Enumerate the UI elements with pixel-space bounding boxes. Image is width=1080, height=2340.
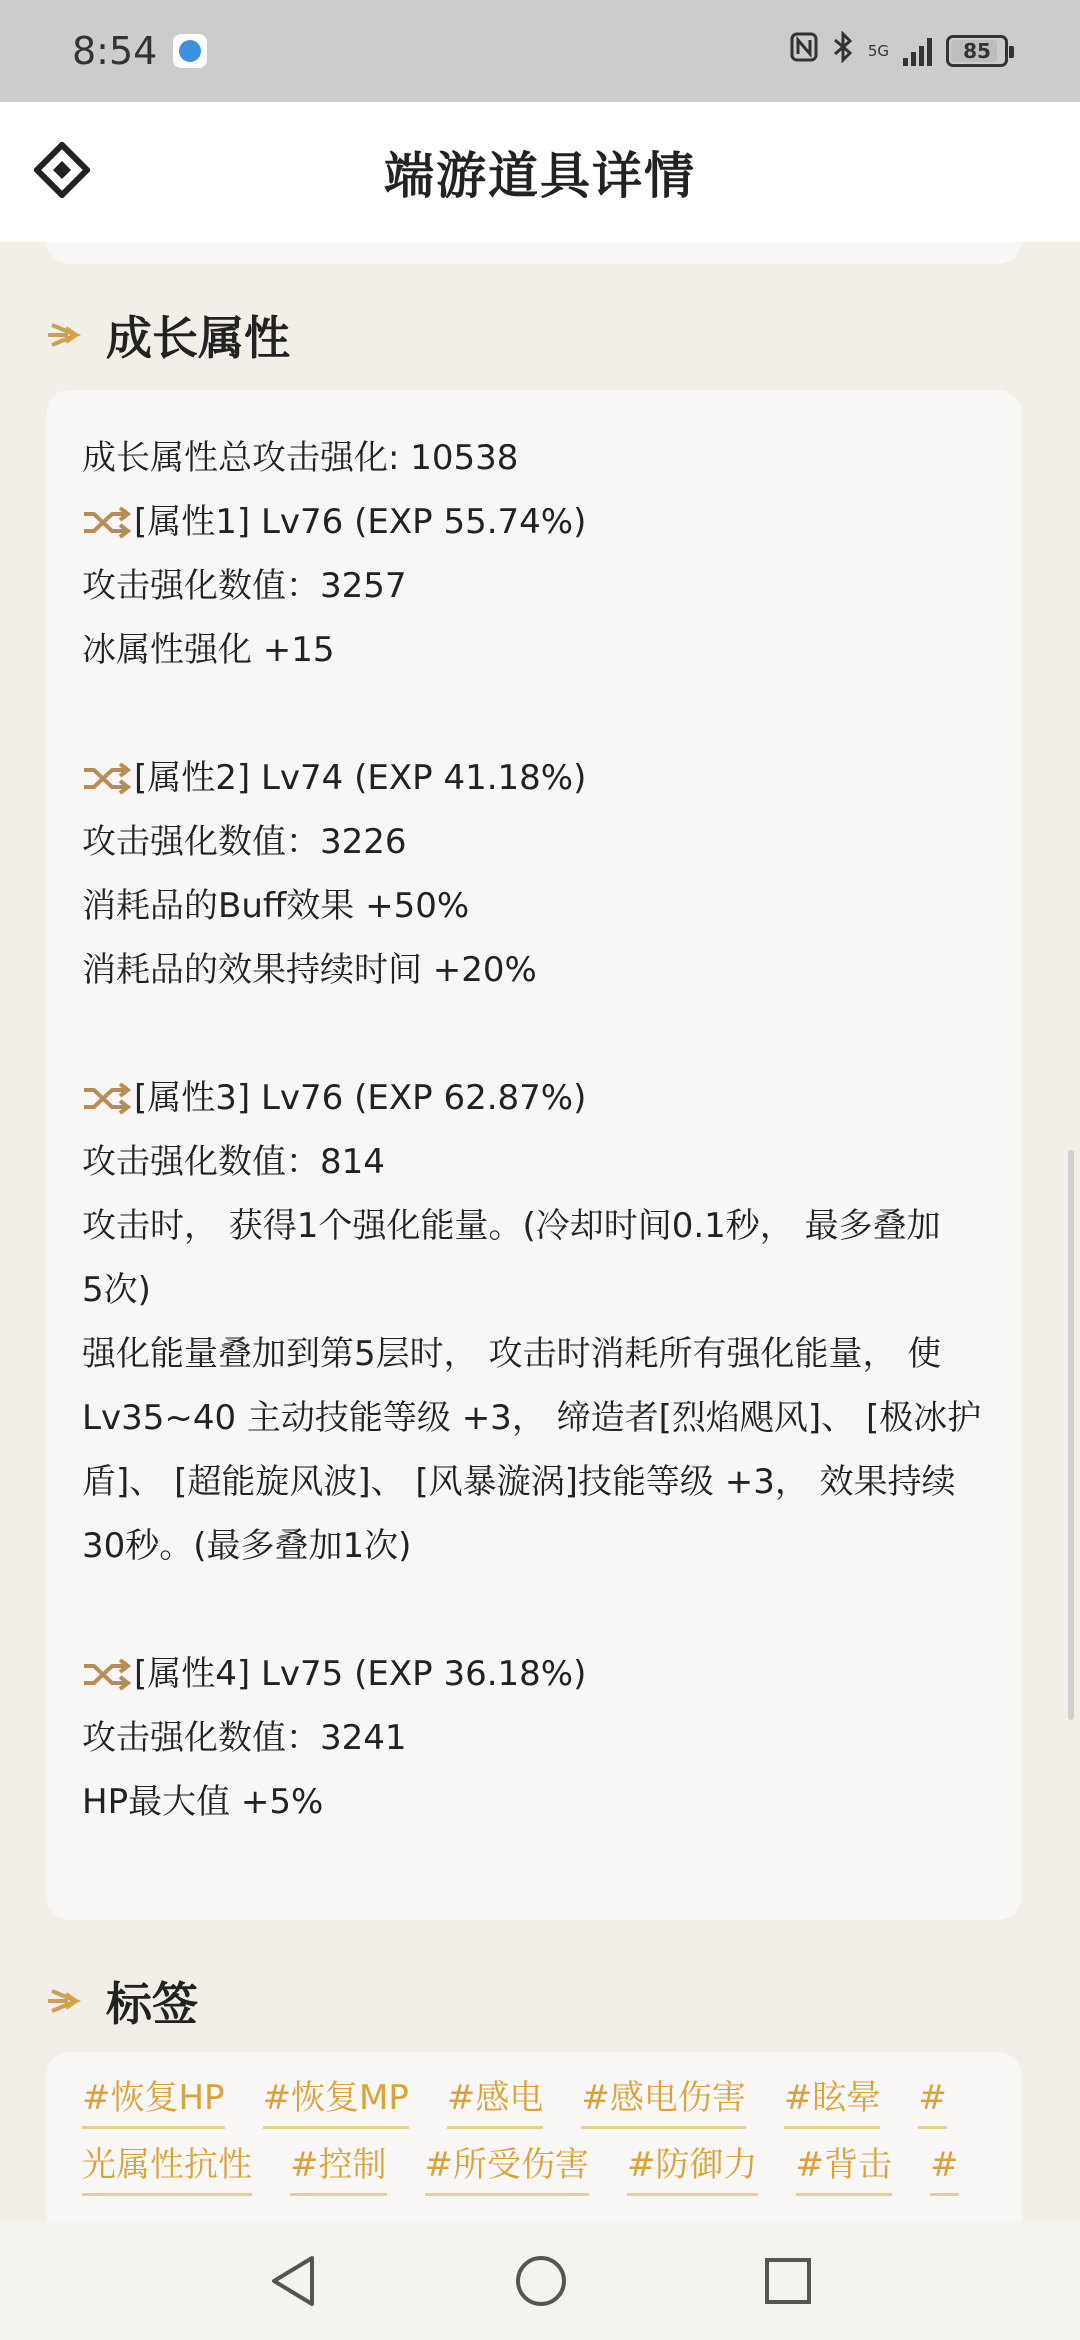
growth-section-title: 成长属性 — [106, 311, 290, 365]
status-right — [790, 31, 1008, 71]
tag-link[interactable]: #背击 — [796, 2137, 893, 2196]
attribute-1-title: [属性1] Lv76 (EXP 55.74%) — [134, 502, 587, 542]
tag-link[interactable]: # — [930, 2137, 959, 2196]
attribute-3-line: 盾]、 [超能旋风波]、 [风暴漩涡]技能等级 +3， 效果持续 — [82, 1462, 956, 1502]
signal-icon — [903, 36, 932, 66]
recents-icon[interactable] — [764, 2257, 812, 2305]
tag-link[interactable]: #眩晕 — [784, 2070, 881, 2129]
attribute-3-line: 5次) — [82, 1270, 151, 1310]
attribute-3-line: 强化能量叠加到第5层时， 攻击时消耗所有强化能量， 使 — [82, 1334, 942, 1374]
tag-link[interactable]: # — [918, 2070, 947, 2129]
tag-link[interactable]: 光属性抗性 — [82, 2137, 252, 2196]
attribute-4-title: [属性4] Lv75 (EXP 36.18%) — [134, 1654, 587, 1694]
shuffle-icon — [82, 1657, 132, 1691]
network-type: 5G — [867, 41, 889, 60]
attribute-2-line: 消耗品的Buff效果 +50% — [82, 886, 470, 926]
status-left — [72, 29, 207, 73]
tag-link[interactable]: #感电伤害 — [581, 2070, 746, 2129]
attribute-3-line: Lv35~40 主动技能等级 +3， 缔造者[烈焰飓风]、 [极冰护 — [82, 1398, 982, 1438]
tags-card — [46, 2052, 1022, 2222]
scrollbar[interactable] — [1068, 1150, 1074, 1720]
attribute-4-line: 攻击强化数值：3241 — [82, 1718, 407, 1758]
attribute-1-line: 攻击强化数值：3257 — [82, 566, 407, 606]
attribute-1-header — [82, 490, 986, 554]
attribute-2-header — [82, 746, 986, 810]
attribute-2-line: 消耗品的效果持续时间 +20% — [82, 950, 537, 990]
home-icon[interactable] — [514, 2254, 568, 2308]
attribute-3-line: 30秒。(最多叠加1次) — [82, 1526, 412, 1566]
tag-link[interactable]: #恢复HP — [82, 2070, 225, 2129]
tag-link[interactable]: #感电 — [447, 2070, 544, 2129]
attribute-2-title: [属性2] Lv74 (EXP 41.18%) — [134, 758, 587, 798]
tag-link[interactable]: #所受伤害 — [425, 2137, 590, 2196]
attribute-3-line: 攻击时， 获得1个强化能量。(冷却时间0.1秒， 最多叠加 — [82, 1206, 941, 1246]
attribute-4-line: HP最大值 +5% — [82, 1782, 324, 1822]
tag-link[interactable]: #控制 — [290, 2137, 387, 2196]
tag-link[interactable]: #恢复MP — [263, 2070, 409, 2129]
battery-icon — [946, 35, 1008, 67]
tags-section-title: 标签 — [106, 1977, 198, 2031]
tag-link[interactable]: #防御力 — [627, 2137, 758, 2196]
bluetooth-icon — [832, 31, 854, 71]
status-bar — [0, 0, 1080, 102]
attribute-3-title: [属性3] Lv76 (EXP 62.87%) — [134, 1078, 587, 1118]
page-header — [0, 102, 1080, 242]
arrow-right-icon — [46, 315, 86, 355]
content-area[interactable] — [0, 242, 1080, 2222]
tags-section-heading — [46, 1968, 198, 2034]
attribute-3-header — [82, 1066, 986, 1130]
nfc-icon — [790, 32, 818, 70]
diamond-logo-icon[interactable] — [34, 142, 90, 198]
shuffle-icon — [82, 505, 132, 539]
page-title: 端游道具详情 — [384, 147, 696, 205]
growth-section-heading — [46, 302, 290, 368]
arrow-right-icon — [46, 1981, 86, 2021]
growth-attributes-card — [46, 390, 1022, 1920]
attribute-4-header — [82, 1642, 986, 1706]
previous-card — [46, 242, 1022, 264]
back-icon[interactable] — [268, 2254, 318, 2308]
shuffle-icon — [82, 1081, 132, 1115]
shuffle-icon — [82, 761, 132, 795]
app-notification-icon — [173, 34, 207, 68]
attribute-3-line: 攻击强化数值：814 — [82, 1142, 385, 1182]
growth-total: 成长属性总攻击强化: 10538 — [82, 438, 519, 478]
attribute-1-line: 冰属性强化 +15 — [82, 630, 335, 670]
system-nav-bar — [0, 2222, 1080, 2340]
status-time: 8:54 — [72, 29, 158, 73]
attribute-2-line: 攻击强化数值：3226 — [82, 822, 407, 862]
tag-list — [82, 2070, 986, 2196]
battery-level: 85 — [963, 39, 991, 63]
